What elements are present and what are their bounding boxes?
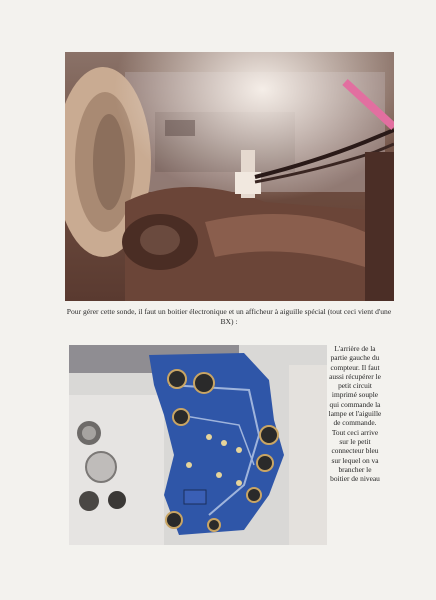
- circuit-board-photo-drawing: [69, 345, 327, 545]
- side-note: L'arrière de la partie gauche du compteur. Il faut aussi récupérer le petit circuit imprimé souple qui commande la lampe et l'aiguille de commande. Tout ceci arrive sur le petit connecteur bleu sur lequel on va brancher le boitier de niveau: [328, 344, 382, 484]
- engine-sensor-photo: [65, 52, 394, 301]
- engine-sensor-photo-drawing: [65, 52, 394, 301]
- photo-caption: Pour gérer cette sonde, il faut un boitier électronique et un afficheur à aiguille spécial (tout ceci vient d'une BX) :: [66, 307, 392, 326]
- circuit-board-photo: [69, 345, 327, 545]
